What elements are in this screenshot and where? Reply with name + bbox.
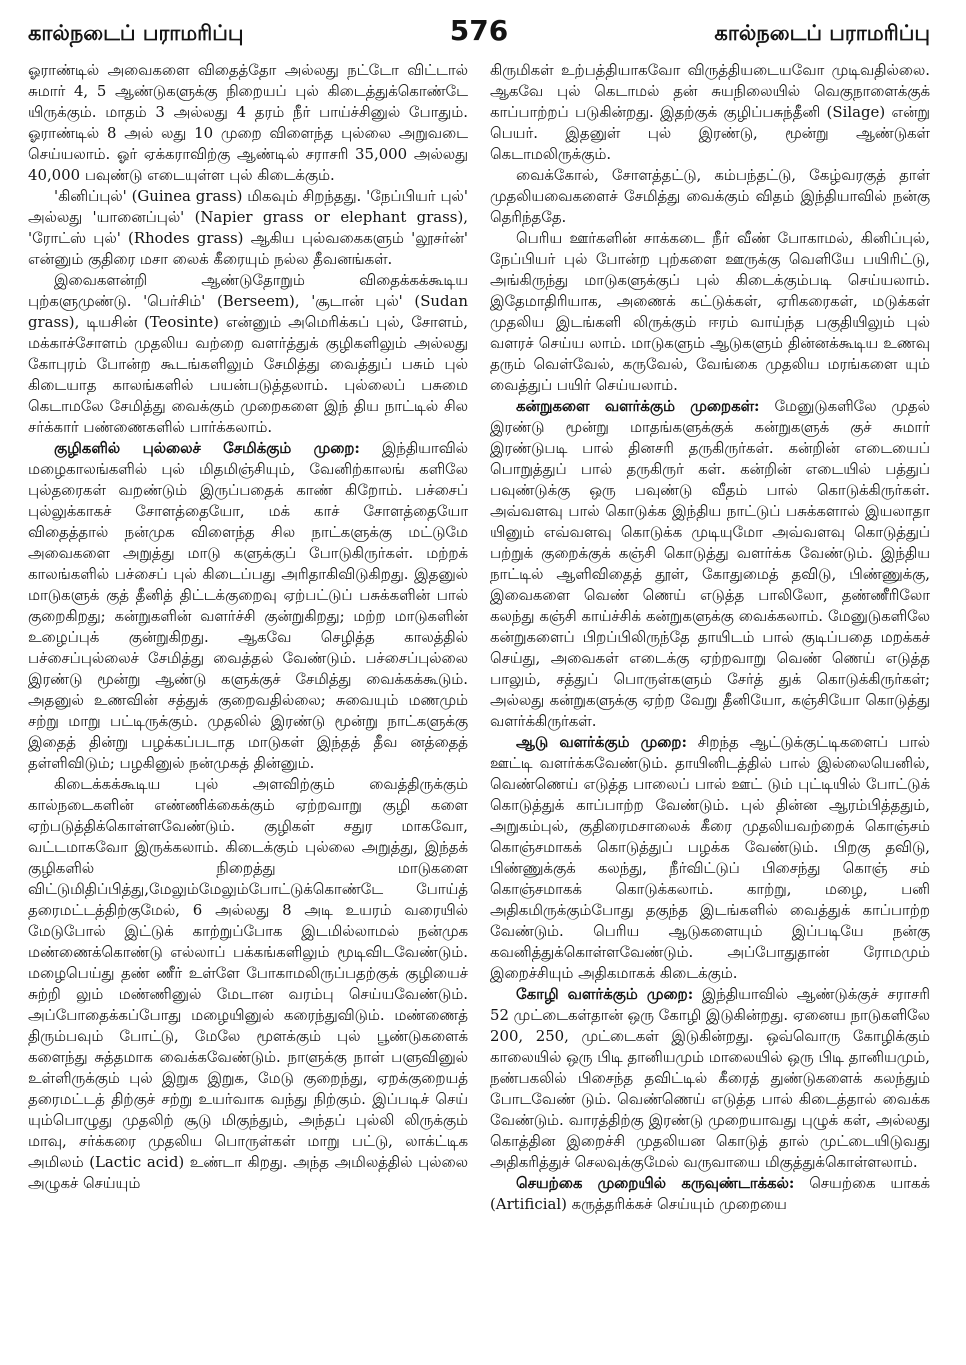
paragraph xyxy=(490,396,930,732)
section-heading: ஆடு வளர்க்கும் முறை: xyxy=(516,733,687,751)
right-column xyxy=(490,60,930,1215)
section-body: சிறந்த ஆட்டுக்குட்டிகளைப் பால் ஊட்டி வளர்க்கவேண்டும். தாயினிடத்தில் பால் இல்லையெனில், வெண்ணெய் எடுத்த பாலைப் பால் ஊட் டும் புட்டியில் போட்டுக் கொடுத்துக் காப்பாற்ற வேண்டும். புல் தின்ன ஆரம்பித்ததும், அறுகம்புல், குதிரைமசாலைக் கீரை முதலியவற்றைக் கொஞ்சம் கொஞ்சமாகக் கொடுத்துப் பழக்க வேண்டும். பிறகு தவிடு, பிண்ணுக்குக் கலந்து, நீர்விட்டுப் பிசைந்து கொஞ் சம் கொஞ்சமாகக் கொடுக்கலாம். காற்று, மழை, பனி அதிகமிருக்கும்போது தகுந்த இடங்களில் வைத்துக் காப்பாற்ற வேண்டும். பெரிய ஆடுகளையும் இப்படியே நன்கு கவனித்துக்கொள்ளவேண்டும். அப்போதுதான் ரோமமும் இறைச்சியும் அதிகமாகக் கிடைக்கும். xyxy=(490,733,930,982)
paragraph: பெரிய ஊர்களின் சாக்கடை நீர் வீண் போகாமல், கினிப்புல், நேப்பியர் புல் போன்ற புற்களை ஊருக்கு வெளியே பயிரிட்டு, அங்கிருந்து மாடுகளுக்குப் புல் கிடைக்கும்படி செய்யலாம். இதேமாதிரியாக, அணைக் கட்டுக்கள், ஏரிகரைகள், மடுக்கள் முதலிய இடங்களி லிருக்கும் ஈரம் வாய்ந்த பகுதியிலும் புல் வளரச் செய்ய லாம். மாடுகளும் ஆடுகளும் தின்னக்கூடிய உணவு தரும் வெள்வேல், கருவேல், வேங்கை முதலிய மரங்களை யும் வைத்துப் பயிர் செய்யலாம். xyxy=(490,229,930,394)
paragraph: ஓராண்டில் அவைகளை விதைத்தோ அல்லது நட்டோ விட்டால் சுமார் 4, 5 ஆண்டுகளுக்கு நிறையப் புல் கிடைத்துக்கொண்டே யிருக்கும். மாதம் 3 அல்லது 4 தரம் நீர் பாய்ச்சினுல் போதும். ஓராண்டில் 8 அல் லது 10 முறை விளைந்த புல்லை அறுவடை செய்யலாம். ஓர் ஏக்கராவிற்கு ஆண்டில் சராசரி 35,000 அல்லது 40,000 பவுண்டு எடையுள்ள புல் கிடைக்கும். xyxy=(28,61,468,184)
left-running-title: கால்நடைப் பராமரிப்பு xyxy=(28,21,244,45)
page-header xyxy=(28,14,930,60)
section-heading: குழிகளில் புல்லைச் சேமிக்கும் முறை: xyxy=(54,439,360,457)
paragraph: கிடைக்கக்கூடிய புல் அளவிற்கும் வைத்திருக்கும் கால்நடைகளின் எண்ணிக்கைக்கும் ஏற்றவாறு குழி களை ஏற்படுத்திக்கொள்ளவேண்டும். குழிகள் சதுர மாகவோ, வட்டமாகவோ இருக்கலாம். கிடைக்கும் புல்லை அறுத்து, இந்தக் குழிகளில் நிறைத்து மாடுகளை விட்டுமிதிப்பித்து,மேலும்மேலும்போட்டுக்கொண்டே போய்த் தரைமட்டத்திற்குமேல், 6 அல்லது 8 அடி உயரம் வரையில் மேடுபோல் இட்டுக் காற்றுப்போக இடமில்லாமல் நன்முக மண்ணைக்கொண்டு எல்லாப் பக்கங்களிலும் மூடிவிடவேண்டும். மழைபெய்து தண் ணீர் உள்ளே போகாமலிருப்பதற்குக் குழியைச் சுற்றி லும் மண்ணினுல் மேடான வரம்பு செய்யவேண்டும். அப்போதைக்கப்போது மழையினுல் கரைந்துவிடும். மண்ணைத் திரும்பவும் போட்டு, மேலே மூளக்கும் புல் பூண்டுகளைக் களைந்து சுத்தமாக வைக்கவேண்டும். நாளுக்கு நாள் பளுவினுல் உள்ளிருக்கும் புல் இறுக இறுக, மேடு குறைந்து, ஏறக்குறையத் தரைமட்டத் திற்குச் சற்று உயர்வாக வந்து நிற்கும். இப்படிச் செய் யும்பொழுது முதலிற் சூடு மிகுந்தும், அந்தப் புல்லி லிருக்கும் மாவு, சர்க்கரை முதலிய பொருள்கள் மாறு பட்டு, லாக்ட்டிக அமிலம் (Lactic acid) உண்டா கிறது. அந்த அமிலத்தில் புல்லை அழுகச் செய்யும் xyxy=(28,775,468,1192)
paragraph: 'கினிப்புல்' (Guinea grass) மிகவும் சிறந்தது. 'நேப்பியர் புல்' அல்லது 'யானைப்புல்' (Napier grass or elephant grass), 'ரோட்ஸ் புல்' (Rhodes grass) ஆகிய புல்வகைகளும் 'லூசர்ன்' என்னும் குதிரை மசா லைக் கீரையும் நல்ல தீவனங்கள். xyxy=(28,187,468,268)
right-running-title: கால்நடைப் பராமரிப்பு xyxy=(714,21,930,45)
paragraph xyxy=(28,438,468,774)
section-heading: செயற்கை முறையில் கருவுண்டாக்கல்: xyxy=(516,1174,795,1192)
left-column xyxy=(28,60,468,1215)
paragraph xyxy=(490,732,930,984)
paragraph xyxy=(490,984,930,1173)
paragraph: கிருமிகள் உற்பத்தியாகவோ விருத்தியடையவோ முடிவதில்லை. ஆகவே புல் கெடாமல் தன் சுயநிலையில் வெகுநாளைக்குக் காப்பாற்றப் படுகின்றது. இதற்குக் குழிப்பசுந்தீனி (Silage) என்று பெயர். இதனுள் புல் இரண்டு, மூன்று ஆண்டுகள் கெடாமலிருக்கும். xyxy=(490,61,930,163)
section-body: செயற்கை யாகக் (Artificial) கருத்தரிக்கச் செய்யும் முறையை xyxy=(490,1174,931,1213)
section-heading: கோழி வளர்க்கும் முறை: xyxy=(516,985,694,1003)
paragraph xyxy=(490,1173,930,1215)
section-body: மேனுடுகளிலே முதல் இரண்டு மூன்று மாதங்களுக்குக் கன்றுகளுக் குச் சுமார் இரண்டுபடி பால் தினசரி தருகிருர்கள். கன்றின் எடையைப் பொறுத்துப் பால் தருகிருர் கள். கன்றின் எடையில் பத்துப் பவுண்டுக்கு ஒரு பவுண்டு வீதம் பால் கொடுக்கிருர்கள். அவ்வளவு பால் கொடுக்க இந்திய நாட்டுப் பசுக்களால் இயலாதா யினும் எவ்வளவு கொடுக்க முடியுமோ அவ்வளவு கொடுத்துப் பற்றுக் குறைக்குக் கஞ்சி கொடுத்து வளர்க்க வேண்டும். இந்திய நாட்டில் ஆளிவிதைத் தூள், கோதுமைத் தவிடு, பிண்ணுக்கு, இவைகளை வெண் ணெய் எடுத்த பாலிலோ, தண்ணீரிலோ கலந்து கஞ்சி காய்ச்சிக் கன்றுகளுக்கு வைக்கலாம். மேனுடுகளிலே கன்றுகளைப் பிறப்பிலிருந்தே தாயிடம் பால் குடிப்பதை மறக்கச் செய்து, அவைகள் எடைக்கு ஏற்றவாறு வெண் ணெய் எடுத்த பாலும், சத்துப் பொருள்களும் சேர்த் துக் கொடுக்கிருர்கள்; அல்லது கன்றுகளுக்கு ஏற்ற வேறு தீனியோ, கஞ்சியோ கொடுத்து வளர்க்கிருர்கள். xyxy=(490,397,930,730)
two-column-body xyxy=(28,60,930,1215)
paragraph: இவைகளன்றி ஆண்டுதோறும் விதைக்கக்கூடிய புற்களுமுண்டு. 'பெர்சிம்' (Berseem), 'சூடான் புல்' (Sudan grass), டியசின் (Teosinte) என்னும் அமெரிக்கப் புல், சோளம், மக்காச்சோளம் முதலிய வற்றை வளர்த்துக் குழிகளிலும் அல்லது கோபுரம் போன்ற கூடங்களிலும் சேமித்து வைத்துப் பசும் புல் கிடையாத காலங்களில் பயன்படுத்தலாம். புல்லைப் பசுமை கெடாமலே சேமித்து வைக்கும் முறைகளை இந் திய நாட்டில் சில சர்க்கார் பண்ணைகளில் பார்க்கலாம். xyxy=(28,271,468,436)
paragraph: வைக்கோல், சோளத்தட்டு, கம்பந்தட்டு, கேழ்வரகுத் தாள் முதலியவைகளைச் சேமித்து வைக்கும் விதம் இந்தியாவில் நன்கு தெரிந்ததே. xyxy=(490,166,930,226)
page-number: 576 xyxy=(449,14,509,47)
section-body: இந்தியாவில் மழைகாலங்களில் புல் மிதமிஞ்சியும், வேனிற்காலங் களிலே புல்தரைகள் வறண்டும் இருப்பதைக் காண் கிறோம். பச்சைப் புல்லுக்காகச் சோளத்தையோ, மக் காச் சோளத்தையோ விதைத்தால் நன்முக விளைந்த சில நாட்களுக்கு மட்டுமே அவைகளை அறுத்து மாடு களுக்குப் போடுகிருர்கள். மற்றக் காலங்களில் பச்சைப் புல் கிடைப்பது அரிதாகிவிடுகிறது. இதனுல் மாடுகளுக் குத் தீனித் திட்டக்குறைவு ஏற்பட்டுப் பசுக்களின் பால் குறைகிறது; கன்றுகளின் வளர்ச்சி குன்றுகிறது; மற்ற மாடுகளின் உழைப்புக் குன்றுகிறது. ஆகவே செழித்த காலத்தில் பச்சைப்புல்லைச் சேமித்து வைத்தல் வேண்டும். பச்சைப்புல்லை இரண்டு மூன்று ஆண்டு களுக்குச் சேமித்து வைக்கக்கூடும். அதனுல் உணவின் சத்துக் குறைவதில்லை; சுவையும் மணமும் சற்று மாறு பட்டிருக்கும். முதலில் இரண்டு மூன்று நாட்களுக்கு இதைத் தின்று பழக்கப்படாத மாடுகள் இந்தத் தீவ னத்தைத் தள்ளிவிடும்; பழகினுல் நன்முகத் தின்னும். xyxy=(28,439,468,772)
section-heading: கன்றுகளை வளர்க்கும் முறைகள்: xyxy=(516,397,760,415)
section-body: இந்தியாவில் ஆண்டுக்குச் சராசரி 52 முட்டைகள்தான் ஒரு கோழி இடுகின்றது. ஏனைய நாடுகளிலே 200, 250, முட்டைகள் இடுகின்றது. ஒவ்வொரு கோழிக்கும் காலையில் ஒரு பிடி தானியமும் மாலையில் ஒரு பிடி தானியமும், நண்பகலில் பிசைந்த தவிட்டில் கீரைத் துண்டுகளைக் கலந்தும் போடவேண் டும். வெண்ணெய் எடுத்த பால் கிடைத்தால் வைக்க வேண்டும். வாரத்திற்கு இரண்டு முறையாவது புழுக் கள், அல்லது கொத்தின இறைச்சி முதலியன கொடுத் தால் முட்டையிடுவது அதிகரித்துச் செலவுக்குமேல் வருவாயை மிகுத்துக்கொள்ளலாம். xyxy=(490,985,930,1171)
